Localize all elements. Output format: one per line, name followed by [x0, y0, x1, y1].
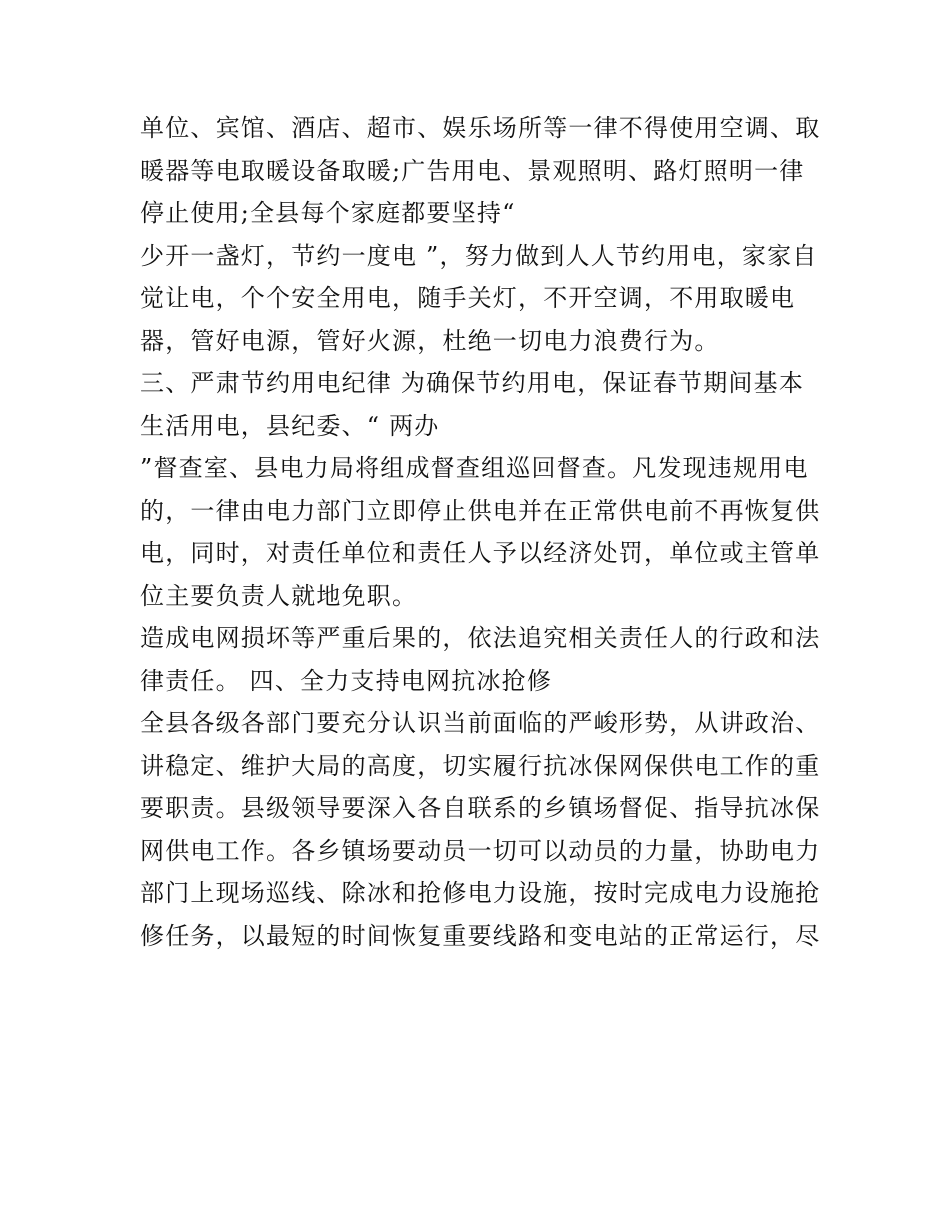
text-line: 器，管好电源，管好火源，杜绝一切电力浪费行为。 — [140, 326, 720, 355]
text-line: 全县各级各部门要充分认识当前面临的严峻形势，从讲政治、 — [140, 709, 821, 737]
text-line: 位主要负责人就地免职。 — [140, 581, 418, 610]
text-line: ”督查室、县电力局将组成督查组巡回督查。凡发现违规用电 — [140, 454, 809, 482]
text-line: 网供电工作。各乡镇场要动员一切可以动员的力量，协助电力 — [140, 836, 821, 865]
text-line: 生活用电，县纪委、“ 两办 — [140, 411, 440, 440]
section-heading-line: 律责任。 四、全力支持电网抗冰抢修 — [140, 666, 553, 695]
text-line: 少开一盏灯，节约一度电 ”，努力做到人人节约用电，家家自 — [140, 241, 818, 270]
text-line: 暖器等电取暖设备取暖;广告用电、景观照明、路灯照明一律 — [140, 156, 805, 185]
text-line: 修任务，以最短的时间恢复重要线路和变电站的正常运行，尽 — [140, 921, 821, 950]
text-line: 电，同时，对责任单位和责任人予以经济处罚，单位或主管单 — [140, 539, 821, 567]
text-line: 造成电网损坏等严重后果的，依法追究相关责任人的行政和法 — [140, 624, 821, 652]
text-line: 停止使用;全县每个家庭都要坚持“ — [140, 199, 516, 227]
body-text — [140, 107, 830, 957]
text-line: 要职责。县级领导要深入各自联系的乡镇场督促、指导抗冰保 — [140, 794, 821, 822]
section-heading-line: 三、严肃节约用电纪律 为确保节约用电，保证春节期间基本 — [140, 369, 805, 397]
text-line: 觉让电，个个安全用电，随手关灯，不开空调，不用取暖电 — [140, 284, 796, 312]
text-line: 的，一律由电力部门立即停止供电并在正常供电前不再恢复供 — [140, 496, 821, 525]
text-line: 讲稳定、维护大局的高度，切实履行抗冰保网保供电工作的重 — [140, 751, 821, 780]
text-line: 部门上现场巡线、除冰和抢修电力设施，按时完成电力设施抢 — [140, 879, 821, 907]
text-line: 单位、宾馆、酒店、超市、娱乐场所等一律不得使用空调、取 — [140, 114, 821, 142]
